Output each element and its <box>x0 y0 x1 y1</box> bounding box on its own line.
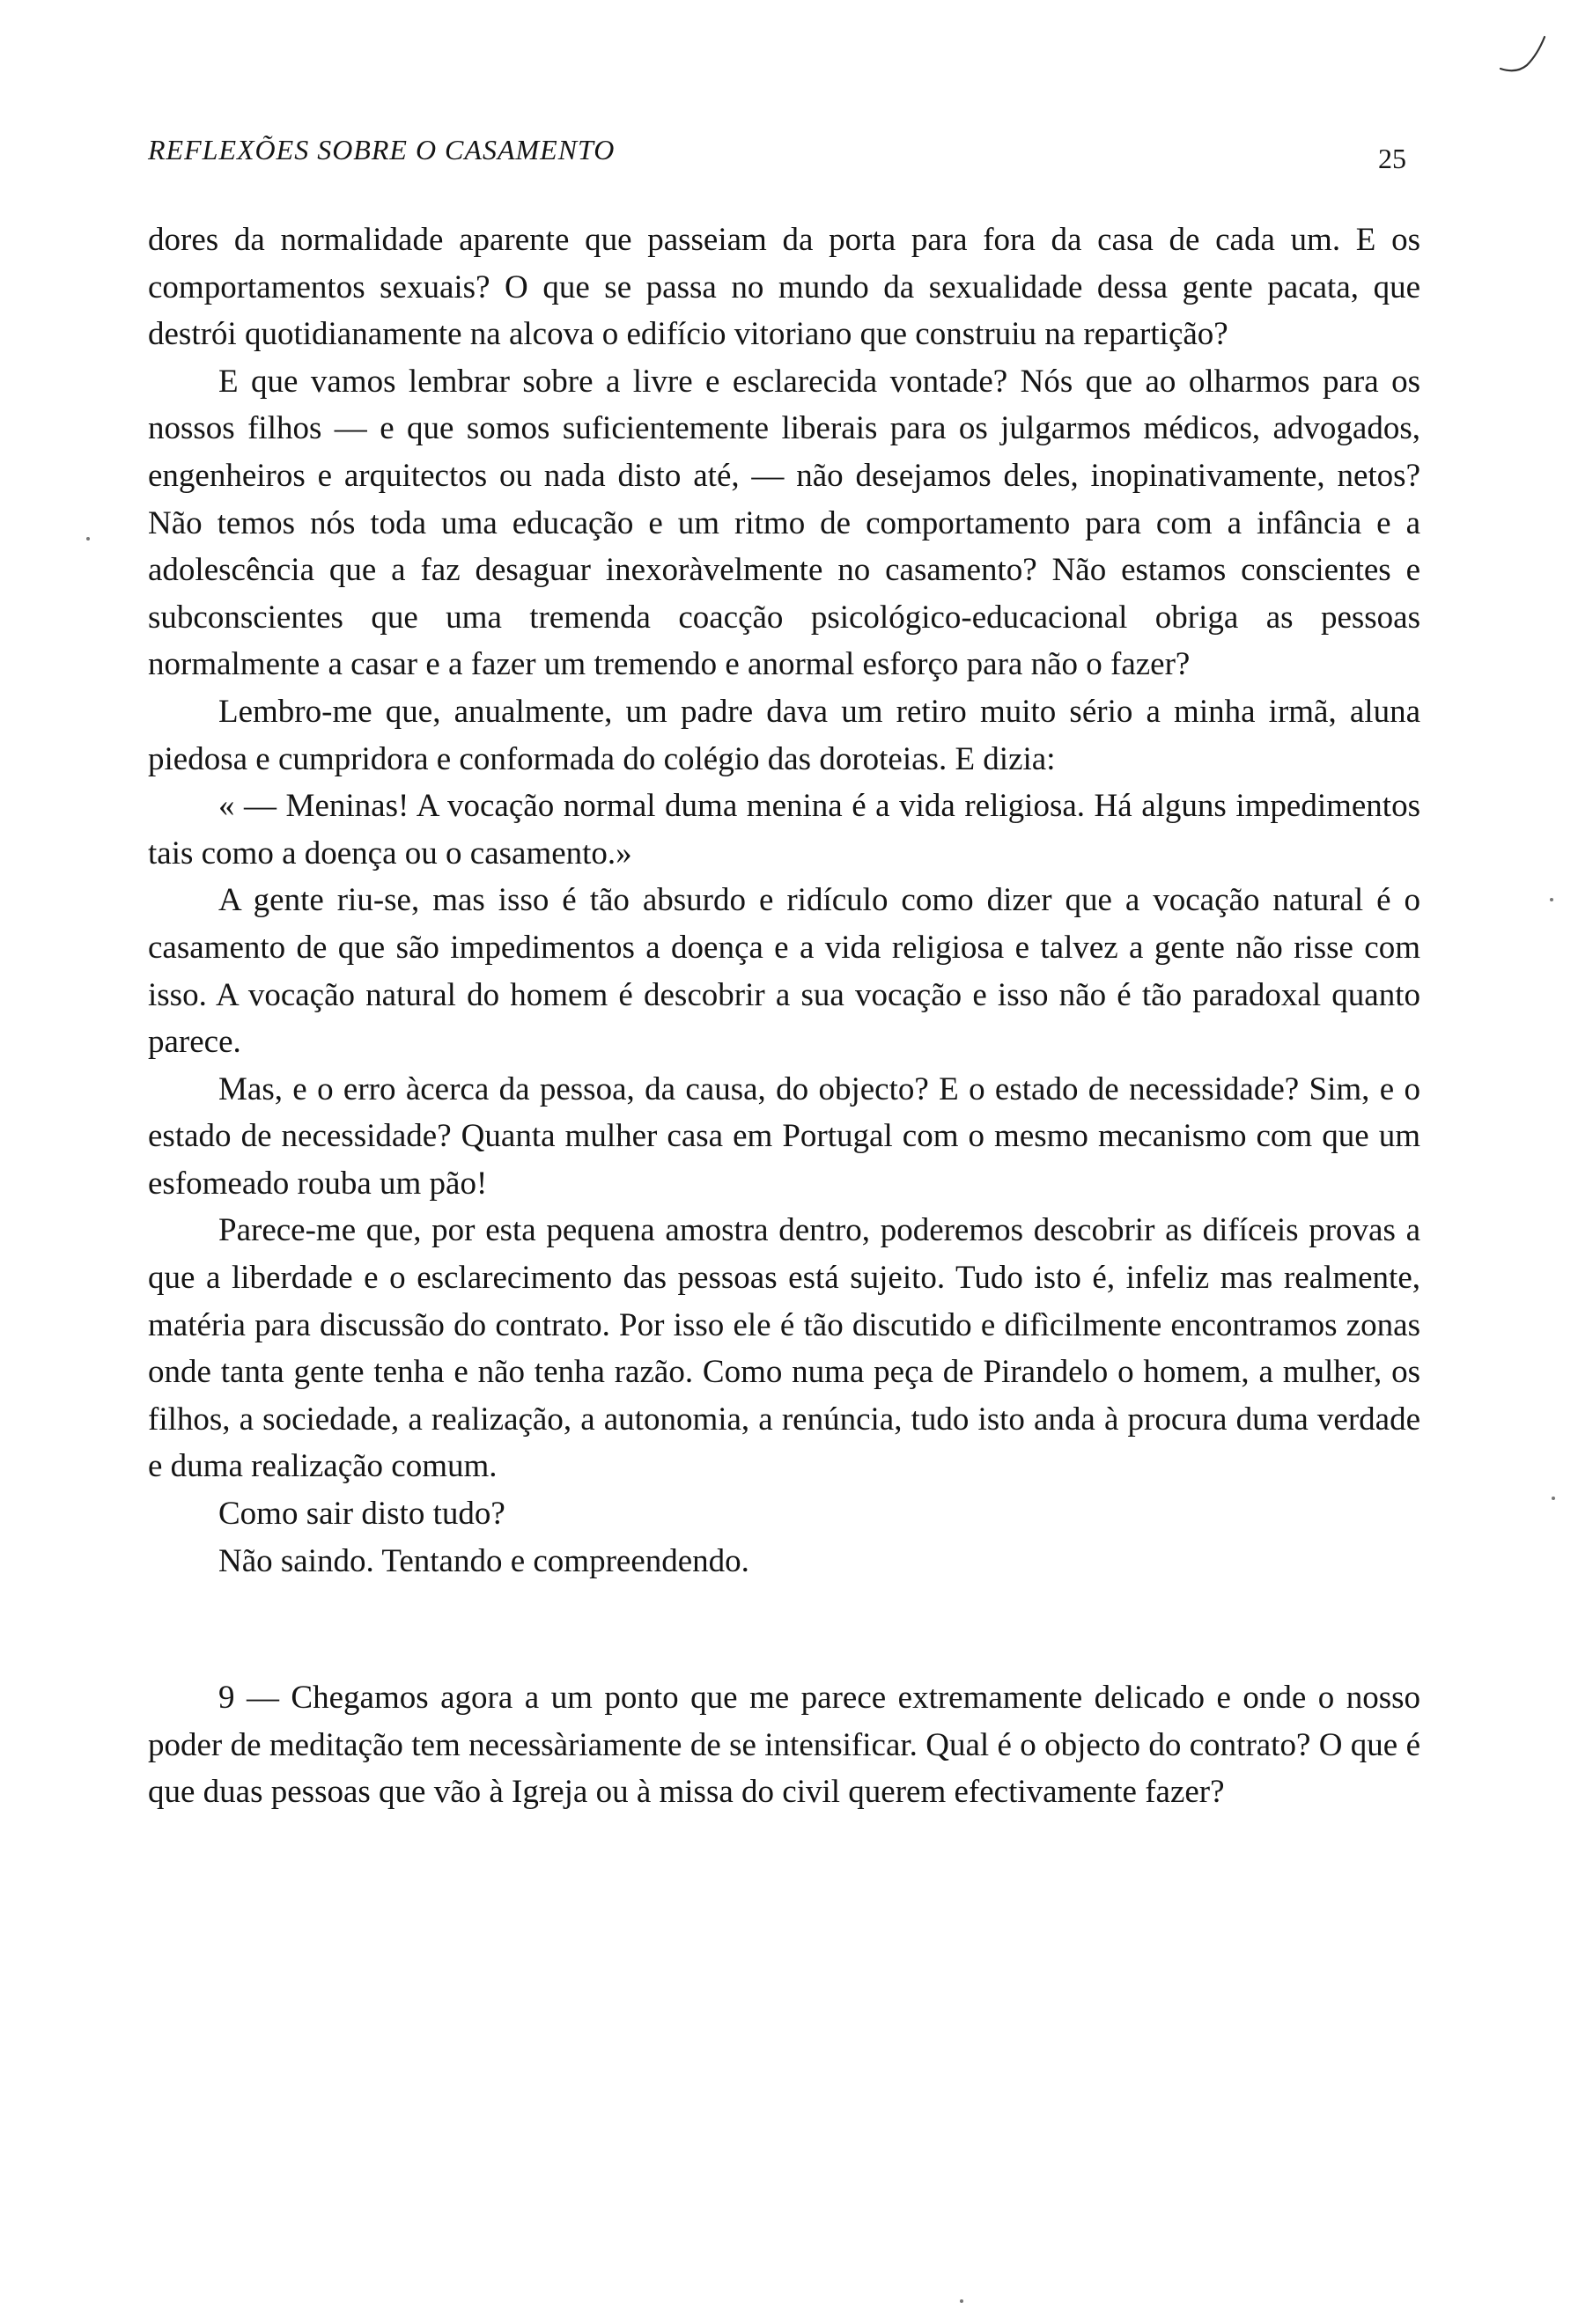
paragraph: dores da normalidade aparente que passeiam da porta para fora da casa de cada um. E os comportamentos sexuais? O que se passa no mundo da sexualidade dessa gente pacata, que destrói quotidianamente na alcova o edifício vitoriano que construiu na repartição? <box>148 222 1420 353</box>
paragraph: Parece-me que, por esta pequena amostra dentro, poderemos descobrir as difíceis provas a que a liberdade e o esclarecimento das pessoas está sujeito. Tudo isto é, infeliz mas realmente, matéria para discussão do contrato. Por isso ele é tão discutido e difìcilmente encontramos zonas onde tanta gente tenha e não tenha razão. Como numa peça de Pirandelo o homem, a mulher, os filhos, a sociedade, a realização, a autonomia, a renúncia, tudo isto anda à procura duma verdade e duma realização comum. <box>148 1212 1420 1485</box>
paragraph: Mas, e o erro àcerca da pessoa, da causa, do objecto? E o estado de necessidade? Sim, e o estado de necessidade? Quanta mulher casa em Portugal com o mesmo mecanismo com que um esfomeado rouba um pão! <box>148 1070 1420 1202</box>
quotation-paragraph: « — Meninas! A vocação normal duma menina é a vida religiosa. Há alguns impedimentos tais como a doença ou o casamento.» <box>148 788 1420 872</box>
section-9-paragraph: 9 — Chegamos agora a um ponto que me parece extremamente delicado e onde o nosso poder de meditação tem necessàriamente de se intensificar. Qual é o objecto do contrato? O que é que duas pessoas que vão à Igreja ou à missa do civil querem efectivamente fazer? <box>148 1680 1420 1811</box>
paragraph: Como sair disto tudo? <box>218 1496 505 1533</box>
pencil-mark-icon <box>1497 33 1550 77</box>
scan-speck <box>960 2299 963 2303</box>
scan-speck <box>86 537 90 541</box>
running-title: REFLEXÕES SOBRE O CASAMENTO <box>148 134 616 165</box>
paragraph: Não saindo. Tentando e compreendendo. <box>218 1542 749 1579</box>
paragraph: E que vamos lembrar sobre a livre e esclarecida vontade? Nós que ao olharmos para os nossos filhos — e que somos suficientemente liberais para os julgarmos médicos, advogados, engenheiros e arquitectos ou nada disto até, — não desejamos deles, inopinativamente, netos? Não temos nós toda uma educação e um ritmo de comportamento para com a infância e a adolescência que a faz desaguar inexoràvelmente no casamento? Não estamos conscientes e subconscientes que uma tremenda coacção psicológico-educacional obriga as pessoas normalmente a casar e a fazer um tremendo e anormal esforço para não o fazer? <box>148 363 1420 683</box>
paragraph: A gente riu-se, mas isso é tão absurdo e ridículo como dizer que a vocação natural é o casamento de que são impedimentos a doença e a vida religiosa e talvez a gente não risse com isso. A vocação natural do homem é descobrir a sua vocação e isso não é tão paradoxal quanto parece. <box>148 882 1420 1061</box>
paragraph: Lembro-me que, anualmente, um padre dava um retiro muito sério a minha irmã, aluna piedosa e cumpridora e conformada do colégio das doroteias. E dizia: <box>148 693 1420 777</box>
page-number: 25 <box>1378 143 1406 174</box>
scan-speck <box>1550 898 1553 901</box>
page-body <box>148 217 1420 1816</box>
scan-speck <box>1552 1497 1555 1500</box>
